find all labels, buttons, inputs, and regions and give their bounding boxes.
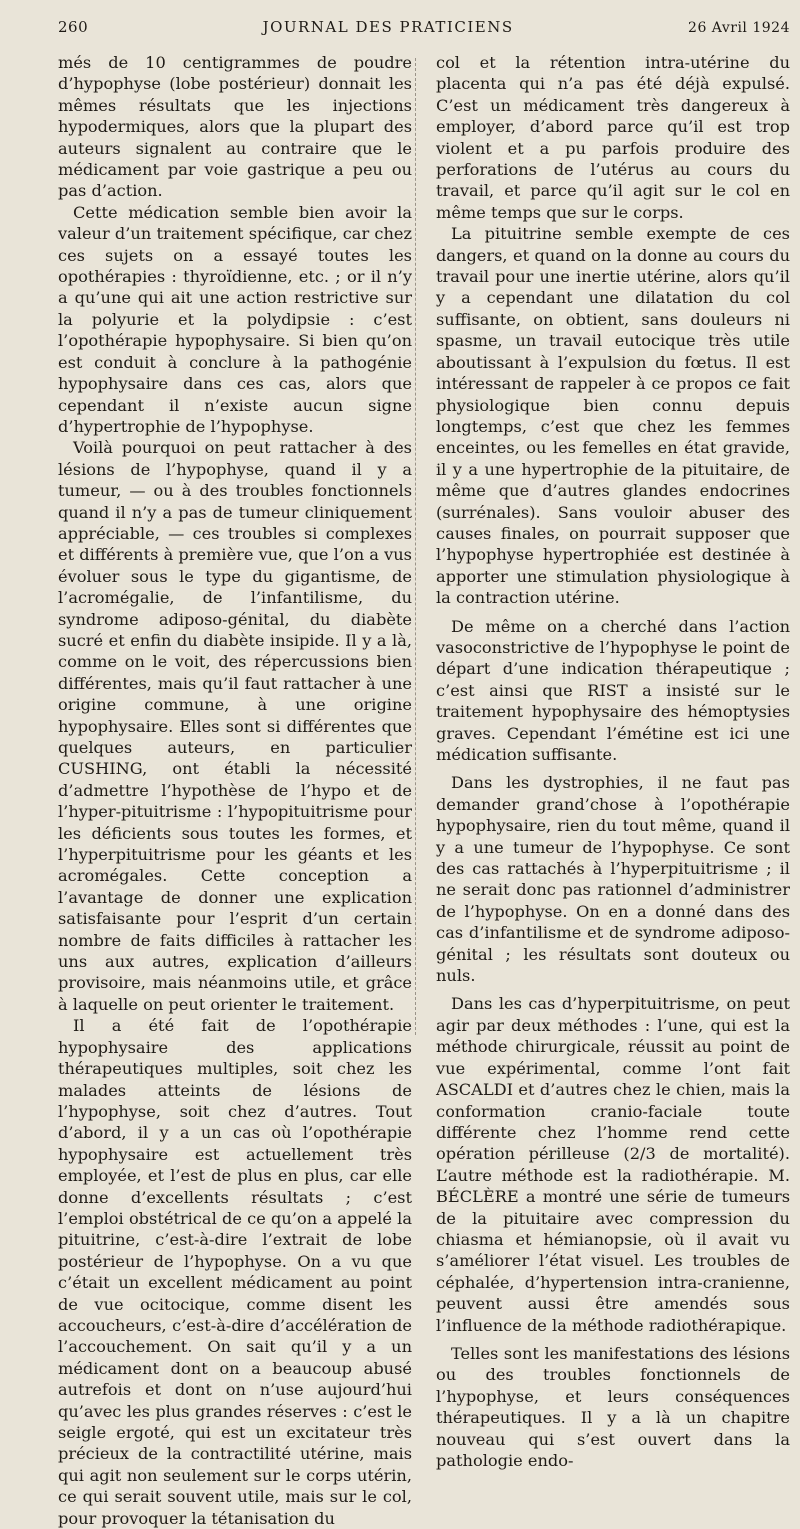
paragraph: Dans les cas d’hyperpituitrisme, on peut agir par deux méthodes : l’une, qui est la méthode chirurgicale, réussit au point de vue expérimental, comme l’ont fait ASCALDI et d’autres chez le chien, mais la conformation cranio-faciale toute différente chez l’homme rend cette opération périlleuse (2/3 de mortalité). L’autre méthode est la radiothérapie. M. BÉCLÈRE a montré une série de tumeurs de la pituitaire avec compression du chiasma et hémianopsie, où il avait vu s’améliorer l’état visuel. Les troubles de céphalée, d’hypertension intra-cranienne, peuvent aussi être amendés sous l’influence de la méthode radiothérapique. bbox=[436, 994, 790, 1335]
journal-title: JOURNAL DES PRATICIENS bbox=[262, 18, 514, 36]
page-header bbox=[58, 18, 790, 42]
paragraph: col et la rétention intra-utérine du placenta qui n’a pas été déjà expulsé. C’est un médicament très dangereux à employer, d’abord parce qu’il est trop violent et a pu parfois produire des perforations de l’utérus au cours du travail, et parce qu’il agit sur le col en même temps que sur le corps. bbox=[436, 53, 790, 222]
page-number: 260 bbox=[58, 18, 89, 36]
right-column bbox=[436, 52, 790, 1470]
paragraph: Cette médication semble bien avoir la valeur d’un traitement spécifique, car chez ces sujets on a essayé toutes les opothérapies : thyroïdienne, etc. ; or il n’y a qu’une qui ait une action restrictive sur la polyurie et la polydipsie : c’est l’opothérapie hypophysaire. Si bien qu’on est conduit à conclure à la pathogénie hypophysaire dans ces cas, alors que cependant il n’existe aucun signe d’hypertrophie de l’hypophyse. bbox=[58, 202, 412, 436]
paragraph: De même on a cherché dans l’action vasoconstrictive de l’hypophyse le point de départ d’une indication thérapeutique ; c’est ainsi que RIST a insisté sur le traitement hypophysaire des hémoptysies graves. Cependant l’émétine est ici une médication suffisante. bbox=[436, 616, 790, 764]
paragraph: més de 10 centigrammes de poudre d’hypophyse (lobe postérieur) donnait les mêmes résultats que les injections hypodermiques, alors que la plupart des auteurs signalent au contraire que le médicament par voie gastrique a peu ou pas d’action. bbox=[58, 53, 412, 201]
left-column bbox=[58, 52, 412, 1528]
paragraph: Il a été fait de l’opothérapie hypophysaire des applications thérapeutiques multiples, soit chez les malades atteints de lésions de l’hypophyse, soit chez d’autres. Tout d’abord, il y a un cas où l’opothérapie hypophysaire est actuellement très employée, et l’est de plus en plus, car elle donne d’excellents résultats ; c’est l’emploi obstétrical de ce qu’on a appelé la pituitrine, c’est-à-dire l’extrait de lobe postérieur de l’hypophyse. On a vu que c’était un excellent médicament au point de vue ocitocique, comme disent les accoucheurs, c’est-à-dire d’accélération de l’accouchement. On sait qu’il y a un médicament dont on a beaucoup abusé autrefois et dont on n’use aujourd’hui qu’avec les plus grandes réserves : c’est le seigle ergoté, qui est un excitateur très précieux de la contractilité utérine, mais qui agit non seulement sur le corps utérin, ce qui serait souvent utile, mais sur le col, pour provoquer la tétanisation du bbox=[58, 1016, 412, 1528]
paragraph: La pituitrine semble exempte de ces dangers, et quand on la donne au cours du travail pour une inertie utérine, alors qu’il y a cependant une dilatation du col suffisante, on obtient, sans douleurs ni spasme, un travail eutocique très utile aboutissant à l’expulsion du fœtus. Il est intéressant de rappeler à ce propos ce fait physiologique bien connu depuis longtemps, c’est que chez les femmes enceintes, ou les femelles en état gravide, il y a une hypertrophie de la pituitaire, de même que d’autres glandes endocrines (surrénales). Sans vouloir abuser des causes finales, on pourrait supposer que l’hypophyse hypertrophiée est destinée à apporter une stimulation physiologique à la contraction utérine. bbox=[436, 224, 790, 608]
text-columns bbox=[58, 52, 790, 1528]
paragraph: Dans les dystrophies, il ne faut pas demander grand’chose à l’opothérapie hypophysaire, rien du tout même, quand il y a une tumeur de l’hypophyse. Ce sont des cas rattachés à l’hyperpituitrisme ; il ne serait donc pas rationnel d’administrer de l’hypophyse. On en a donné dans des cas d’infantilisme et de syndrome adiposo-génital ; les résultats sont douteux ou nuls. bbox=[436, 773, 790, 986]
paragraph: Telles sont les manifestations des lésions ou des troubles fonctionnels de l’hypophyse, et leurs conséquences thérapeutiques. Il y a là un chapitre nouveau qui s’est ouvert dans la pathologie endo- bbox=[436, 1343, 790, 1470]
paragraph: Voilà pourquoi on peut rattacher à des lésions de l’hypophyse, quand il y a tumeur, — ou à des troubles fonctionnels quand il n’y a pas de tumeur cliniquement appréciable, — ces troubles si complexes et différents à première vue, que l’on a vus évoluer sous le type du gigantisme, de l’acromégalie, de l’infantilisme, du syndrome adiposo-génital, du diabète sucré et enfin du diabète insipide. Il y a là, comme on le voit, des répercussions bien différentes, mais qu’il faut rattacher à une origine commune, à une origine hypophysaire. Elles sont si différentes que quelques auteurs, en particulier CUSHING, ont établi la nécessité d’admettre l’hypothèse de l’hypo et de l’hyper-pituitrisme : l’hypopituitrisme pour les déficients sous toutes les formes, et l’hyperpituitrisme pour les géants et les acromégales. Cette conception a l’avantage de donner une explication satisfaisante pour l’esprit d’un certain nombre de faits difficiles à rattacher les uns aux autres, explication d’ailleurs provisoire, mais néanmoins utile, et grâce à laquelle on peut orienter le traitement. bbox=[58, 438, 412, 1014]
issue-date: 26 Avril 1924 bbox=[688, 20, 790, 36]
